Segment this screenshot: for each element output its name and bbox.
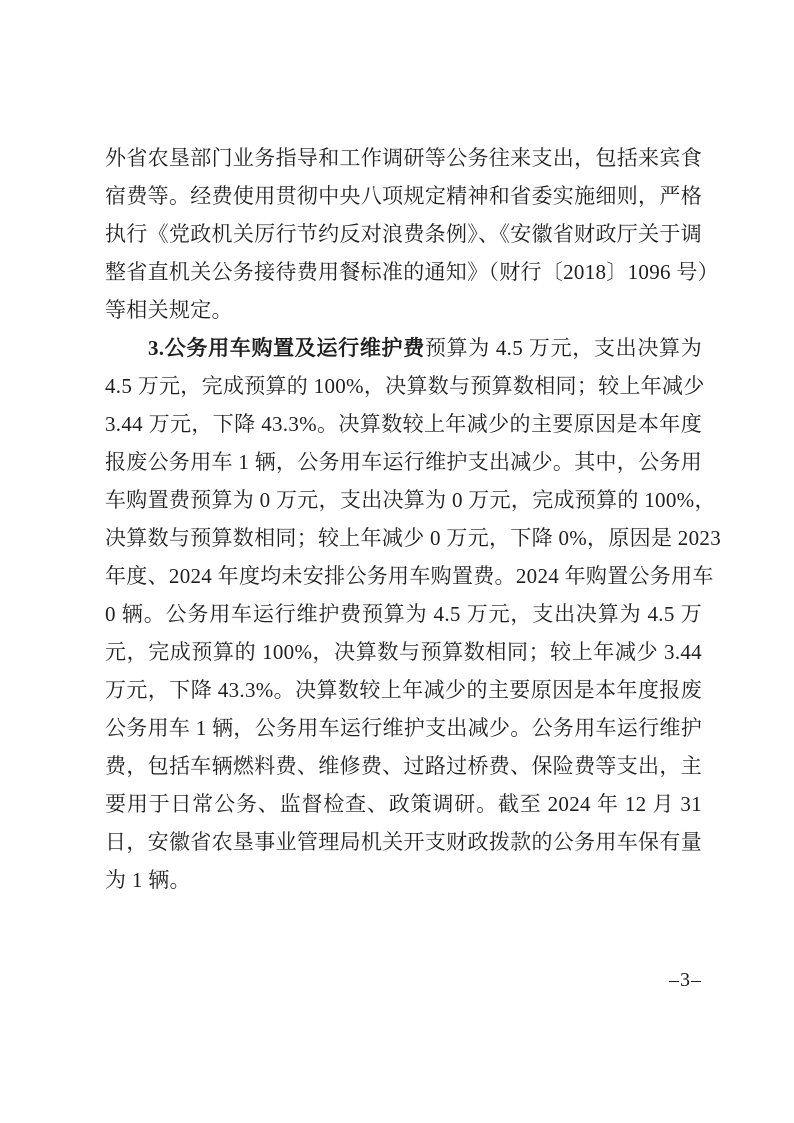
- text-line: [105, 329, 702, 367]
- text-line: 0 辆。公务用车运行维护费预算为 4.5 万元，支出决算为 4.5 万: [105, 602, 702, 626]
- text-line: 元，完成预算的 100%，决算数与预算数相同；较上年减少 3.44: [105, 640, 702, 664]
- text-line: 公务用车 1 辆，公务用车运行维护支出减少。公务用车运行维护: [105, 716, 702, 740]
- text-line: 宿费等。经费使用贯彻中央八项规定精神和省委实施细则，严格: [105, 184, 702, 208]
- text-line: 外省农垦部门业务指导和工作调研等公务往来支出，包括来宾食: [105, 146, 702, 170]
- text-line: 年度、2024 年度均未安排公务用车购置费。2024 年购置公务用车: [105, 564, 714, 588]
- text-line: 执行《党政机关厉行节约反对浪费条例》、《安徽省财政厅关于调: [105, 222, 702, 246]
- text-line: 万元，下降 43.3%。决算数较上年减少的主要原因是本年度报废: [105, 678, 702, 702]
- text-line: 决算数与预算数相同；较上年减少 0 万元，下降 0%，原因是 2023: [105, 526, 721, 550]
- text-line: 4.5 万元，完成预算的 100%，决算数与预算数相同；较上年减少: [105, 374, 705, 398]
- text-line: 车购置费预算为 0 万元，支出决算为 0 万元，完成预算的 100%，: [105, 488, 716, 512]
- text-line: 费，包括车辆燃料费、维修费、过路过桥费、保险费等支出，主: [105, 754, 702, 778]
- text-line: 等相关规定。: [105, 298, 233, 322]
- text-line: 日，安徽省农垦事业管理局机关开支财政拨款的公务用车保有量: [105, 830, 702, 854]
- page-number: –3–: [669, 969, 702, 991]
- body-text: [105, 139, 721, 899]
- text-line: 为 1 辆。: [105, 868, 191, 892]
- section-text: 预算为 4.5 万元，支出决算为: [424, 336, 702, 360]
- text-line: 整省直机关公务接待费用餐标准的通知》（财行〔2018〕1096 号）: [105, 260, 719, 284]
- text-line: 报废公务用车 1 辆，公务用车运行维护支出减少。其中，公务用: [105, 450, 702, 474]
- text-line: 要用于日常公务、监督检查、政策调研。截至 2024 年 12 月 31: [105, 792, 702, 816]
- section-heading: 3.公务用车购置及运行维护费: [148, 336, 425, 360]
- text-line: 3.44 万元，下降 43.3%。决算数较上年减少的主要原因是本年度: [105, 412, 702, 436]
